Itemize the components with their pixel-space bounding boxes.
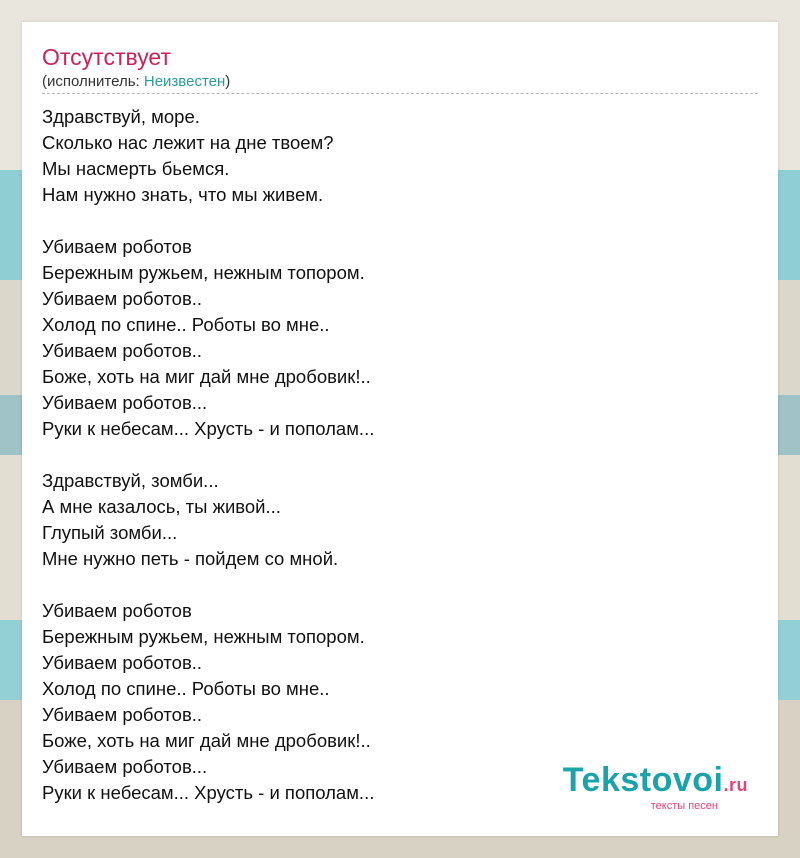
lyrics-line: Нам нужно знать, что мы живем. — [42, 184, 324, 205]
lyrics-line: Холод по спине.. Роботы во мне.. — [42, 678, 330, 699]
artist-link[interactable]: Неизвестен — [143, 73, 226, 90]
lyrics-line: Здравствуй, зомби... — [42, 470, 219, 491]
lyrics-line: Руки к небесам... Хрусть - и пополам... — [42, 782, 375, 803]
lyrics-card — [22, 22, 778, 836]
lyrics-stanza-3 — [42, 468, 758, 572]
lyrics-line: Убиваем роботов.. — [42, 288, 203, 309]
lyrics-line: Убиваем роботов.. — [42, 704, 203, 725]
lyrics-line: Убиваем роботов.. — [42, 652, 203, 673]
lyrics-line: Бережным ружьем, нежным топором. — [42, 262, 365, 283]
lyrics-line: Холод по спине.. Роботы во мне.. — [42, 314, 330, 335]
lyrics-line: Убиваем роботов... — [42, 756, 208, 777]
lyrics-line: Боже, хоть на миг дай мне дробовик!.. — [42, 730, 371, 751]
logo-tagline: тексты песен — [650, 800, 718, 812]
logo-tld: .ru — [723, 775, 748, 795]
lyrics-line: Руки к небесам... Хрусть - и пополам... — [42, 418, 375, 439]
lyrics-line: Боже, хоть на миг дай мне дробовик!.. — [42, 366, 371, 387]
lyrics-line: А мне казалось, ты живой... — [42, 496, 281, 517]
artist-suffix: ) — [225, 73, 231, 90]
lyrics-line: Мне нужно петь - пойдем со мной. — [42, 548, 339, 569]
lyrics-stanza-2 — [42, 234, 758, 442]
lyrics-text — [42, 104, 758, 832]
lyrics-stanza-1 — [42, 104, 758, 208]
lyrics-line: Бережным ружьем, нежным топором. — [42, 626, 365, 647]
lyrics-line: Убиваем роботов — [42, 236, 192, 257]
artist-prefix: (исполнитель: — [42, 73, 144, 90]
site-logo[interactable] — [563, 763, 748, 812]
lyrics-line: Убиваем роботов — [42, 600, 192, 621]
lyrics-line: Убиваем роботов.. — [42, 340, 203, 361]
lyrics-line: Здравствуй, море. — [42, 106, 200, 127]
title-divider — [42, 93, 758, 94]
lyrics-line: Мы насмерть бьемся. — [42, 158, 230, 179]
lyrics-line: Убиваем роботов... — [42, 392, 208, 413]
logo-wordmark — [563, 763, 748, 802]
artist-line — [42, 73, 230, 91]
lyrics-line: Сколько нас лежит на дне твоем? — [42, 132, 334, 153]
logo-main-text: Tekstovoi — [562, 761, 724, 799]
lyrics-line: Глупый зомби... — [42, 522, 178, 543]
song-title: Отсутствует — [42, 44, 171, 70]
